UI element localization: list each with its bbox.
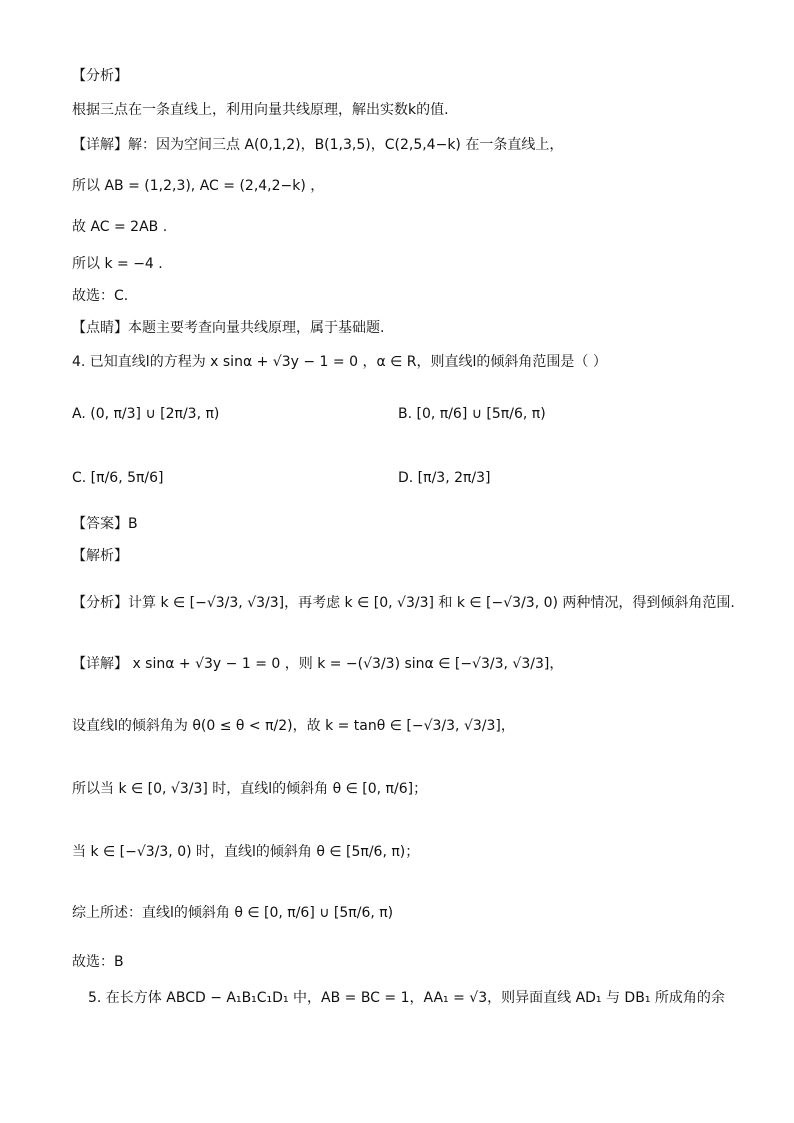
comment-text: 【点睛】本题主要考查向量共线原理，属于基础题. [72,320,385,336]
solution-detail-4: 当 k ∈ [−√3/3, 0) 时，直线l的倾斜角 θ ∈ [5π/6, π)； [72,844,420,860]
option-d: D. [π/3, 2π/3] [398,470,491,486]
analysis-heading: 【分析】 [72,68,128,84]
answer-choice: 故选：C. [72,288,129,304]
question-4: 4. 已知直线l的方程为 x sinα + √3y − 1 = 0 ，α ∈ R，则直线l的倾斜角范围是（ ） [72,354,607,370]
vector-ab-ac: 所以 AB = (1,2,3), AC = (2,4,2−k) ， [72,178,325,194]
k-value: 所以 k = −4 . [72,256,163,272]
solution-analysis: 【分析】计算 k ∈ [−√3/3, √3/3]，再考虑 k ∈ [0, √3/3] 和 k ∈ [−√3/3, 0) 两种情况，得到倾斜角范围. [72,595,735,611]
vector-relation: 故 AC = 2AB . [72,219,168,235]
option-a: A. (0, π/3] ∪ [2π/3, π) [72,406,220,422]
solution-detail-1: 【详解】 x sinα + √3y − 1 = 0 ，则 k = −(√3/3) sinα ∈ [−√3/3, √3/3]， [72,656,564,672]
final-answer: 故选：B [72,954,124,970]
answer-label: 【答案】B [72,516,138,532]
option-c: C. [π/6, 5π/6] [72,470,164,486]
detail-intro: 【详解】解：因为空间三点 A(0,1,2)，B(1,3,5)，C(2,5,4−k) 在一条直线上， [72,137,564,153]
solution-detail-2: 设直线l的倾斜角为 θ(0 ≤ θ < π/2)，故 k = tanθ ∈ [−√3/3, √3/3]， [72,718,515,734]
solution-detail-3: 所以当 k ∈ [0, √3/3] 时，直线l的倾斜角 θ ∈ [0, π/6]； [72,781,428,797]
question-5: 5. 在长方体 ABCD − A₁B₁C₁D₁ 中，AB = BC = 1，AA₁ = √3，则异面直线 AD₁ 与 DB₁ 所成角的余 [88,990,725,1006]
solution-summary: 综上所述：直线l的倾斜角 θ ∈ [0, π/6] ∪ [5π/6, π) [72,905,394,921]
analysis-text: 根据三点在一条直线上，利用向量共线原理，解出实数k的值. [72,102,449,118]
solution-label: 【解析】 [72,548,128,564]
option-b: B. [0, π/6] ∪ [5π/6, π) [398,406,546,422]
